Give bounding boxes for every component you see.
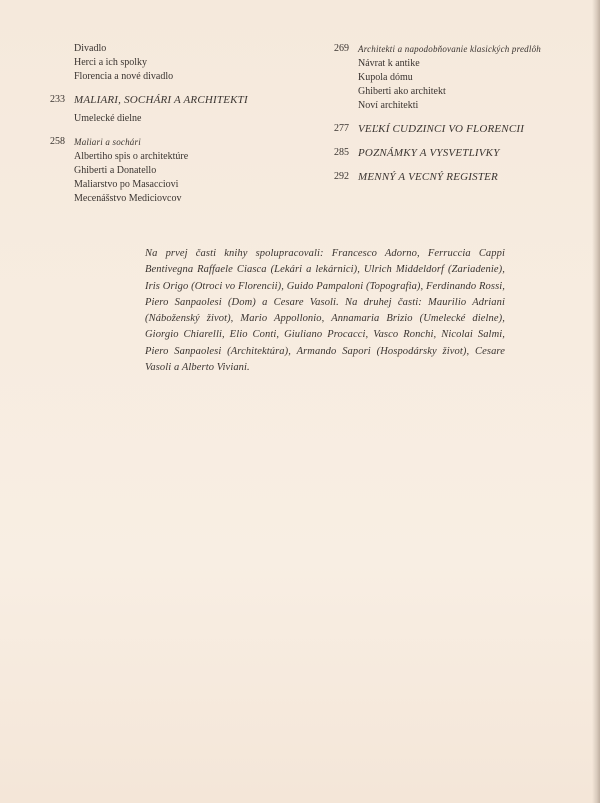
page-number: 277 (334, 123, 349, 134)
toc-entry: Florencia a nové divadlo (74, 71, 174, 82)
page-number: 233 (50, 94, 65, 105)
page-edge-shadow (592, 0, 600, 803)
section-title: POZNÁMKY A VYSVETLIVKY (358, 147, 500, 159)
toc-entry: Mecenášstvo Mediciovcov (74, 193, 182, 204)
section-title: MALIARI, SOCHÁRI A ARCHITEKTI (74, 94, 248, 106)
toc-entry: Noví architekti (358, 100, 419, 111)
toc-entry: Ghiberti ako architekt (358, 86, 446, 97)
section-title: MENNÝ A VECNÝ REGISTER (358, 171, 498, 183)
page-number: 258 (50, 136, 65, 147)
toc-section-292 (334, 170, 574, 185)
toc-entry: Maliarstvo po Masacciovi (74, 179, 179, 190)
toc-entry: Ghiberti a Donatello (74, 165, 157, 176)
toc-section-258 (50, 135, 300, 150)
toc-right-column (334, 42, 574, 185)
section-title: VEĽKÍ CUDZINCI VO FLORENCII (358, 123, 525, 135)
section-title: Maliari a sochári (74, 137, 141, 147)
page-number: 285 (334, 147, 349, 158)
section-title: Architekti a napodobňovanie klasických predlôh (358, 44, 541, 54)
contributors-paragraph: Na prvej časti knihy spolupracovali: Francesco Adorno, Ferruccia Cappi Bentivegna Raffaele Ciasca (Lekári a lekárnici), Ulrich Middeldorf (Zariadenie), Iris Origo (Otroci vo Florencii), Guido Pampaloni (Topografia), Ferdinando Rossi, Piero Sanpaolesi (Dom) a Cesare Vasoli. Na druhej časti: Maurilio Adriani (Náboženský život), Mario Appollonio, Annamaria Brizio (Umelecké dielne), Giorgio Chiarelli, Elio Conti, Giuliano Procacci, Vasco Ronchi, Nicolai Salmi, Piero Sanpaolesi (Architektúra), Armando Sapori (Hospodársky život), Cesare Vasoli a Alberto Viviani. (145, 248, 505, 374)
toc-entry: Kupola dómu (358, 72, 413, 83)
toc-entry: Umelecké dielne (74, 113, 142, 124)
toc-section-285 (334, 146, 574, 161)
page-number: 269 (334, 43, 349, 54)
toc-entry: Divadlo (74, 43, 107, 54)
toc-section-233 (50, 93, 300, 108)
toc-entry: Herci a ich spolky (74, 57, 148, 68)
toc-section-269 (334, 42, 574, 57)
toc-entry: Návrat k antike (358, 58, 420, 69)
toc-left-column (50, 42, 300, 206)
page-number: 292 (334, 171, 349, 182)
toc-entry: Albertiho spis o architektúre (74, 151, 189, 162)
toc-section-277 (334, 122, 574, 137)
